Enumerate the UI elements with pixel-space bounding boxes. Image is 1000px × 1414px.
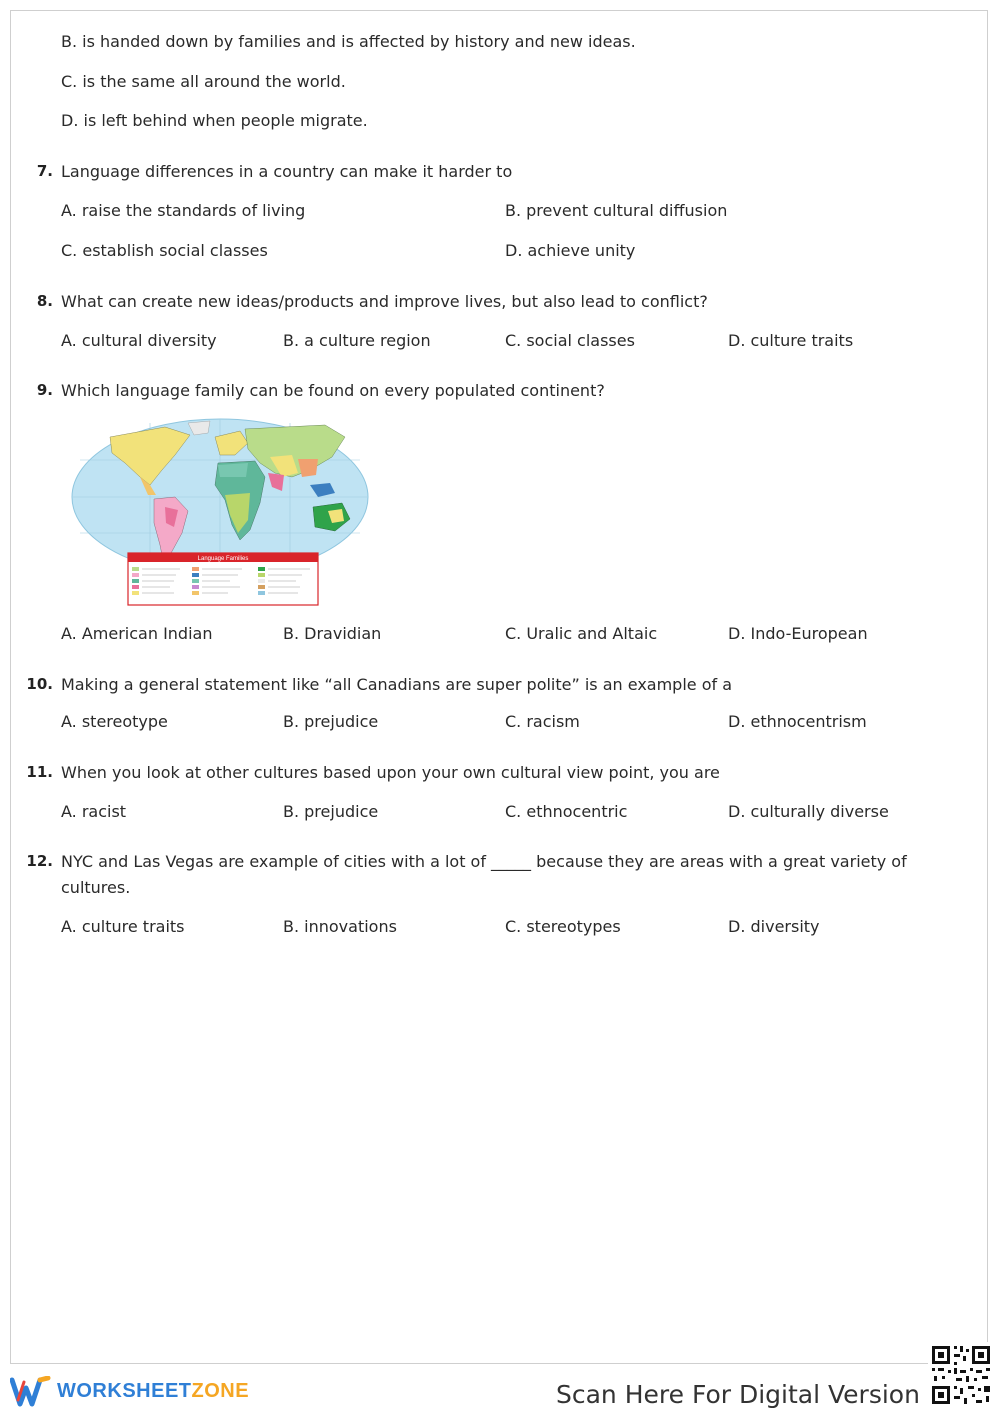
q11-text: When you look at other cultures based upon your own cultural view point, you are [61,763,720,782]
q8-option-c[interactable]: C. social classes [505,331,635,350]
scan-for-digital-version-text: Scan Here For Digital Version [556,1380,920,1409]
q10-option-d[interactable]: D. ethnocentrism [728,712,867,731]
worksheetzone-logo-icon [10,1376,52,1408]
q8-text: What can create new ideas/products and improve lives, but also lead to conflict? [61,292,708,311]
q8-option-a[interactable]: A. cultural diversity [61,331,217,350]
q7-option-b[interactable]: B. prevent cultural diffusion [505,201,728,220]
q7-option-d[interactable]: D. achieve unity [505,241,636,260]
logo-word-worksheet: WORKSHEET [57,1380,192,1402]
q9-option-a[interactable]: A. American Indian [61,624,213,643]
q10-number: 10. [26,675,53,693]
q12-number: 12. [26,852,53,870]
q12-option-a[interactable]: A. culture traits [61,917,185,936]
q7-option-a[interactable]: A. raise the standards of living [61,201,306,220]
worksheetzone-logo[interactable] [57,1380,249,1403]
q9-option-d[interactable]: D. Indo-European [728,624,868,643]
map-legend-title: Language Families [197,556,249,562]
q9-text: Which language family can be found on every populated continent? [61,381,605,400]
q9-number: 9. [36,381,53,399]
qr-code-icon[interactable] [928,1342,994,1408]
q7-text: Language differences in a country can make it harder to [61,162,513,181]
q11-option-a[interactable]: A. racist [61,802,127,821]
q6-option-d[interactable]: D. is left behind when people migrate. [61,111,368,130]
q12-text-line2: cultures. [61,878,131,897]
logo-word-zone: ZONE [191,1380,250,1402]
q10-option-c[interactable]: C. racism [505,712,580,731]
q8-option-d[interactable]: D. culture traits [728,331,854,350]
q9-option-b[interactable]: B. Dravidian [283,624,382,643]
q12-option-b[interactable]: B. innovations [283,917,397,936]
language-families-world-map [70,415,375,610]
q12-text-line1: NYC and Las Vegas are example of cities with a lot of _____ because they are areas with a great variety of [61,852,907,871]
q7-number: 7. [36,162,53,180]
q9-option-c[interactable]: C. Uralic and Altaic [505,624,658,643]
q11-option-b[interactable]: B. prejudice [283,802,379,821]
q10-option-a[interactable]: A. stereotype [61,712,168,731]
q8-option-b[interactable]: B. a culture region [283,331,431,350]
q11-option-c[interactable]: C. ethnocentric [505,802,628,821]
q7-option-c[interactable]: C. establish social classes [61,241,268,260]
q10-option-b[interactable]: B. prejudice [283,712,379,731]
q8-number: 8. [36,292,53,310]
q6-option-c[interactable]: C. is the same all around the world. [61,72,346,91]
q6-option-b[interactable]: B. is handed down by families and is affected by history and new ideas. [61,32,636,51]
q11-number: 11. [26,763,53,781]
q12-option-d[interactable]: D. diversity [728,917,820,936]
q10-text: Making a general statement like “all Canadians are super polite” is an example of a [61,675,733,694]
q12-option-c[interactable]: C. stereotypes [505,917,621,936]
q11-option-d[interactable]: D. culturally diverse [728,802,889,821]
